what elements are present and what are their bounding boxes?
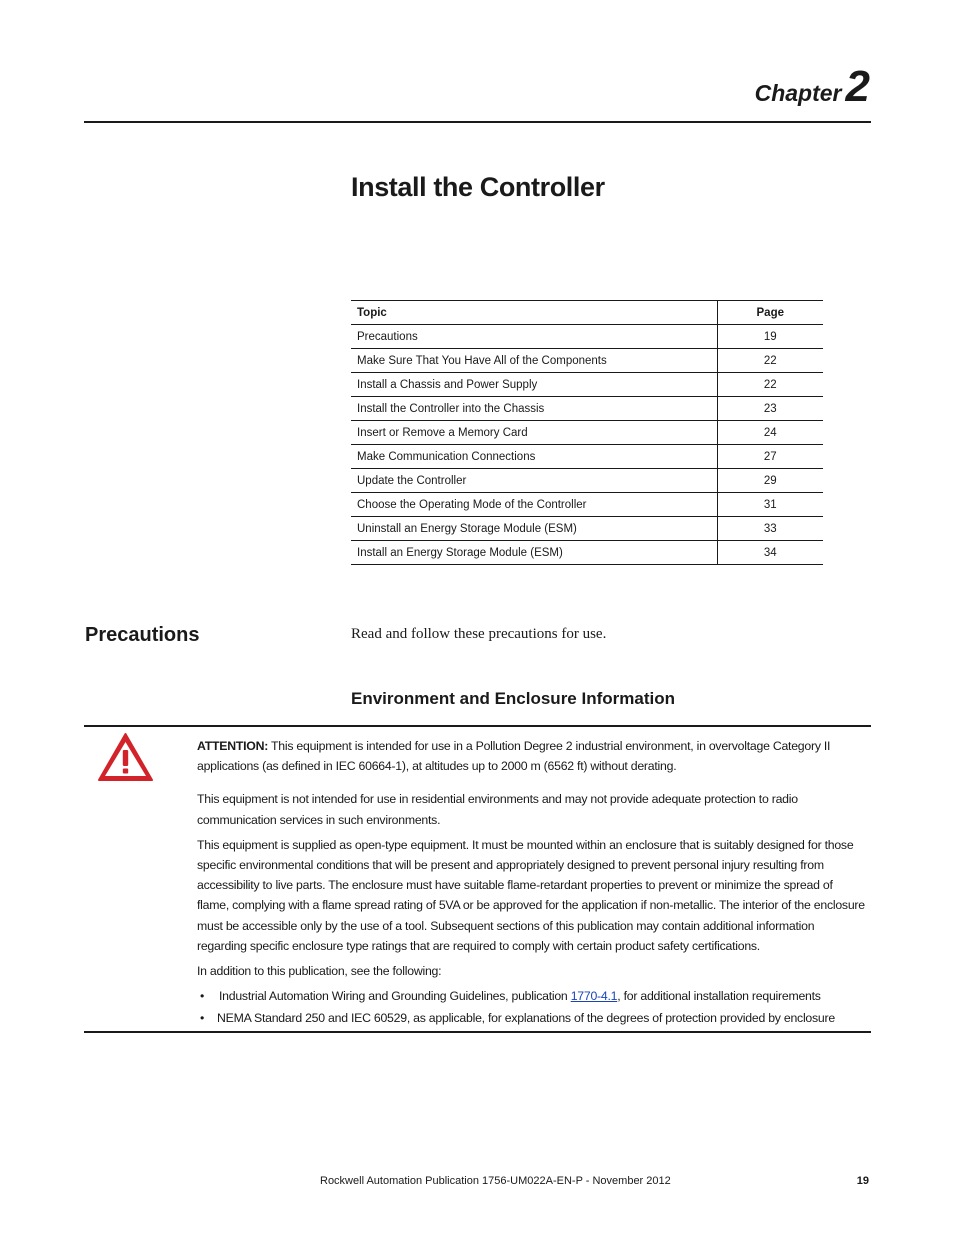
page-cell: 23 [717,397,823,421]
chapter-rule [84,121,871,123]
table-row [351,493,823,517]
page-cell: 29 [717,469,823,493]
topic-table [351,300,823,565]
topic-cell: Choose the Operating Mode of the Controller [351,493,717,517]
page-column-header: Page [717,301,823,325]
topic-cell: Make Communication Connections [351,445,717,469]
attention-label: ATTENTION: [197,739,269,753]
page-cell: 19 [717,325,823,349]
reference-list [197,986,865,1028]
attention-notice [197,736,865,1031]
attention-paragraph: This equipment is not intended for use in residential environments and may not provide adequate protection to radio communication services in such environments. [197,792,798,827]
page-cell: 33 [717,517,823,541]
bullet-icon: • [199,1011,205,1026]
page-cell: 27 [717,445,823,469]
table-row [351,445,823,469]
bullet-text: , for additional installation requirements [617,989,821,1004]
page-cell: 22 [717,349,823,373]
topic-cell: Precautions [351,325,717,349]
topic-cell: Install a Chassis and Power Supply [351,373,717,397]
topic-cell: Make Sure That You Have All of the Components [351,349,717,373]
warning-triangle-icon [97,732,154,782]
topic-cell: Uninstall an Energy Storage Module (ESM) [351,517,717,541]
page-cell: 34 [717,541,823,565]
page-cell: 24 [717,421,823,445]
list-item [197,1008,865,1028]
topic-cell: Install an Energy Storage Module (ESM) [351,541,717,565]
table-row [351,421,823,445]
subsection-heading: Environment and Enclosure Information [351,689,675,708]
page-cell: 31 [717,493,823,517]
topic-cell: Install the Controller into the Chassis [351,397,717,421]
bullet-text: Industrial Automation Wiring and Grounding Guidelines, publication [219,989,571,1004]
bullet-icon: • [199,989,205,1004]
footer-page-number: 19 [856,1175,869,1187]
attention-text: This equipment is intended for use in a Pollution Degree 2 industrial environment, in overvoltage Category II applications (as defined in IEC 60664-1), at altitudes up to 2000 m (6562 ft) without derating. [197,739,831,774]
attention-paragraph: This equipment is supplied as open-type equipment. It must be mounted within an enclosure that is suitably designed for those specific environmental conditions that will be present and appropriately designed to prevent personal injury resulting from accessibility to live parts. The enclosure must have suitable flame-retardant properties to prevent or minimize the spread of flame, complying with a flame spread rating of 5VA or be approved for the application if non-metallic. The interior of the enclosure must be accessible only by the use of a tool. Subsequent sections of this publication may contain additional information regarding specific enclosure type ratings that are required to comply with certain product safety certifications. [197,837,865,953]
chapter-heading [755,62,870,112]
table-row [351,373,823,397]
table-row [351,325,823,349]
table-row [351,469,823,493]
chapter-word: Chapter [754,80,842,106]
topic-column-header: Topic [351,301,717,325]
table-row [351,397,823,421]
publication-link[interactable]: 1770-4.1 [570,989,618,1004]
footer-publication: Rockwell Automation Publication 1756-UM022A-EN-P - November 2012 [320,1175,671,1187]
list-item [197,986,865,1006]
table-row [351,541,823,565]
section-heading-precautions: Precautions [85,624,200,646]
bullet-text: NEMA Standard 250 and IEC 60529, as applicable, for explanations of the degrees of protection provided by enclosure [217,1011,835,1026]
attention-paragraph [197,736,865,776]
attention-box-bottom-rule [84,1031,871,1033]
table-header-row [351,301,823,325]
attention-box-top-rule [84,725,871,727]
page-title: Install the Controller [351,172,605,202]
chapter-number: 2 [845,62,870,111]
page-cell: 22 [717,373,823,397]
precautions-intro: Read and follow these precautions for use. [351,626,607,642]
table-row [351,517,823,541]
topic-cell: Update the Controller [351,469,717,493]
table-row [351,349,823,373]
topic-cell: Insert or Remove a Memory Card [351,421,717,445]
attention-paragraph: In addition to this publication, see the following: [197,964,442,979]
